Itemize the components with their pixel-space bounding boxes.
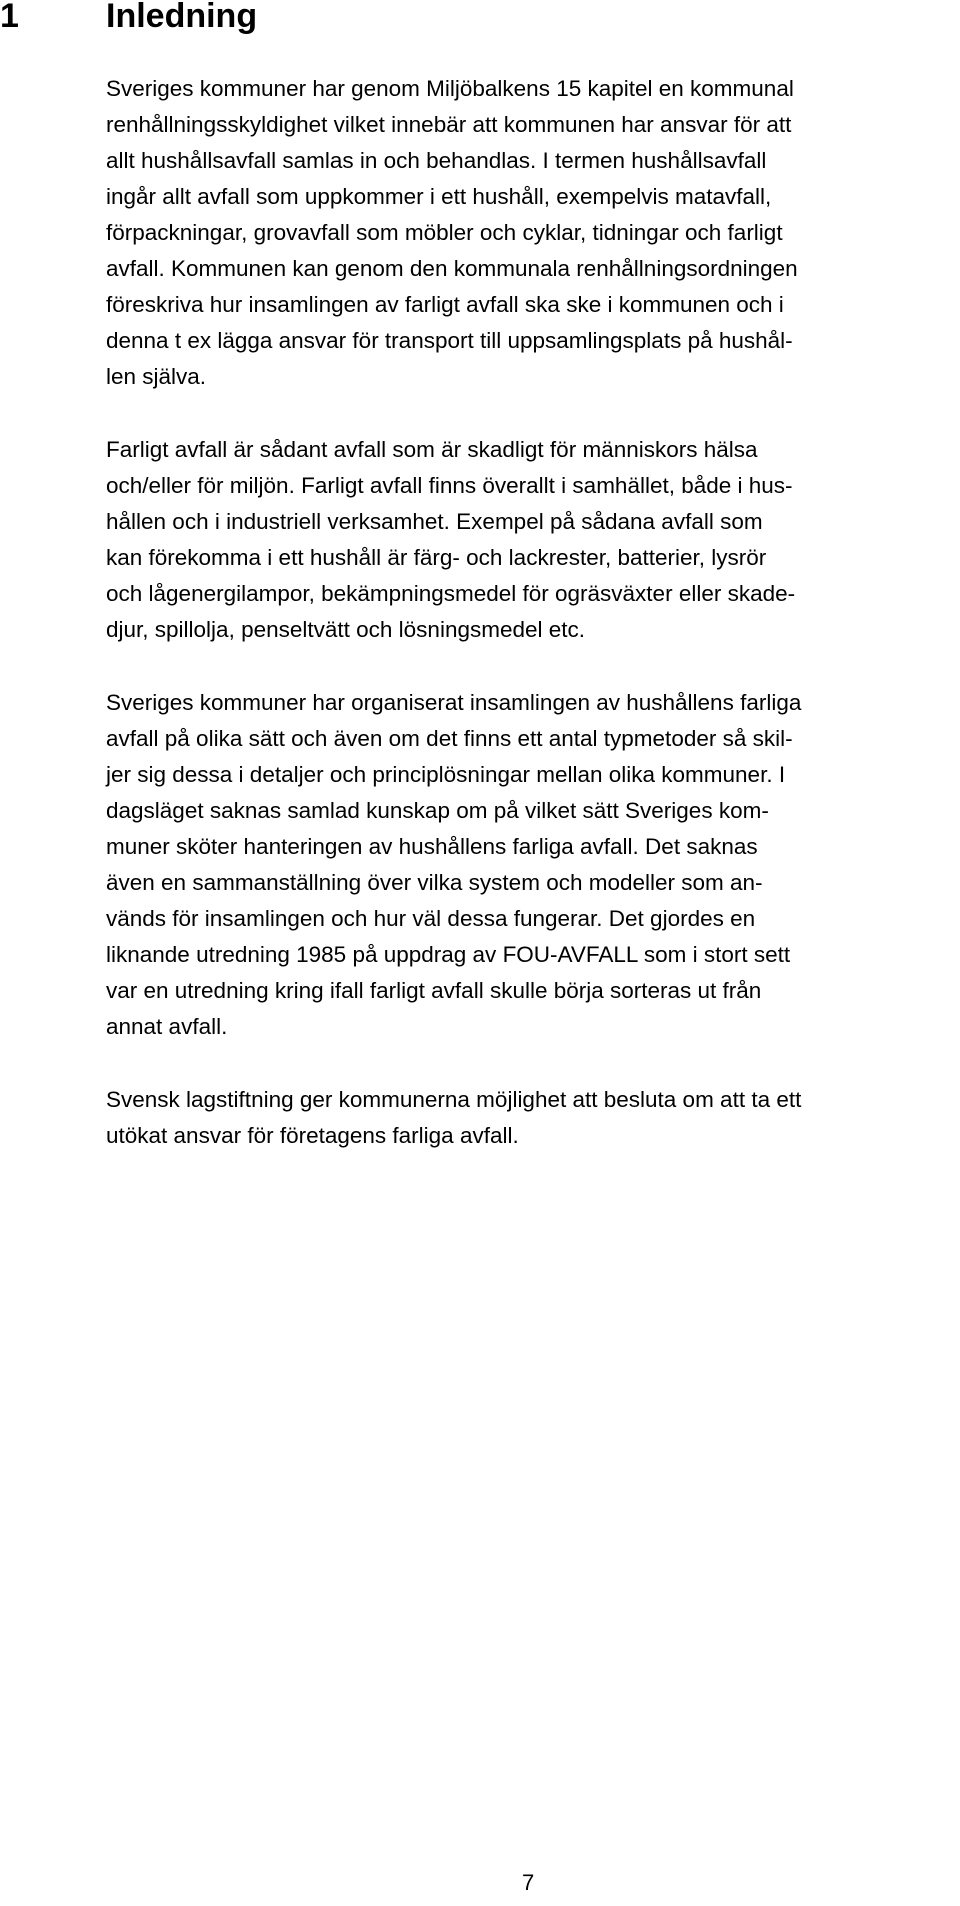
text-line: allt hushållsavfall samlas in och behandlas. I termen hushållsavfall xyxy=(106,148,767,173)
paragraph xyxy=(106,432,956,648)
paragraph xyxy=(106,685,956,1045)
text-line: kan förekomma i ett hushåll är färg- och lackrester, batterier, lysrör xyxy=(106,545,767,570)
text-line: avfall på olika sätt och även om det finns ett antal typmetoder så skil- xyxy=(106,726,793,751)
text-line: var en utredning kring ifall farligt avfall skulle börja sorteras ut från xyxy=(106,978,762,1003)
text-line: ingår allt avfall som uppkommer i ett hushåll, exempelvis matavfall, xyxy=(106,184,772,209)
text-line: avfall. Kommunen kan genom den kommunala renhållningsordningen xyxy=(106,256,798,281)
paragraph xyxy=(106,1082,956,1154)
text-line: liknande utredning 1985 på uppdrag av FOU-AVFALL som i stort sett xyxy=(106,942,791,967)
text-line: Sveriges kommuner har genom Miljöbalkens 15 kapitel en kommunal xyxy=(106,76,794,101)
chapter-number: 1 xyxy=(0,0,19,35)
text-line: jer sig dessa i detaljer och principlösningar mellan olika kommuner. I xyxy=(106,762,786,787)
text-line: muner sköter hanteringen av hushållens farliga avfall. Det saknas xyxy=(106,834,758,859)
text-line: utökat ansvar för företagens farliga avfall. xyxy=(106,1123,519,1148)
paragraph xyxy=(106,71,956,395)
body-text xyxy=(106,71,956,1191)
text-line: föreskriva hur insamlingen av farligt avfall ska ske i kommunen och i xyxy=(106,292,784,317)
text-line: len själva. xyxy=(106,364,207,389)
text-line: annat avfall. xyxy=(106,1014,228,1039)
text-line: vänds för insamlingen och hur väl dessa fungerar. Det gjordes en xyxy=(106,906,756,931)
text-line: och lågenergilampor, bekämpningsmedel för ogräsväxter eller skade- xyxy=(106,581,796,606)
text-line: Sveriges kommuner har organiserat insamlingen av hushållens farliga xyxy=(106,690,802,715)
text-line: renhållningsskyldighet vilket innebär att kommunen har ansvar för att xyxy=(106,112,792,137)
text-line: även en sammanställning över vilka system och modeller som an- xyxy=(106,870,763,895)
page-number: 7 xyxy=(522,1870,535,1895)
text-line: Farligt avfall är sådant avfall som är skadligt för människors hälsa xyxy=(106,437,758,462)
chapter-title: Inledning xyxy=(106,0,258,35)
text-line: och/eller för miljön. Farligt avfall finns överallt i samhället, både i hus- xyxy=(106,473,793,498)
text-line: förpackningar, grovavfall som möbler och cyklar, tidningar och farligt xyxy=(106,220,783,245)
text-line: denna t ex lägga ansvar för transport till uppsamlingsplats på hushål- xyxy=(106,328,793,353)
text-line: Svensk lagstiftning ger kommunerna möjlighet att besluta om att ta ett xyxy=(106,1087,802,1112)
text-line: djur, spillolja, penseltvätt och lösningsmedel etc. xyxy=(106,617,586,642)
text-line: hållen och i industriell verksamhet. Exempel på sådana avfall som xyxy=(106,509,763,534)
text-line: dagsläget saknas samlad kunskap om på vilket sätt Sveriges kom- xyxy=(106,798,769,823)
chapter-heading xyxy=(0,0,257,38)
